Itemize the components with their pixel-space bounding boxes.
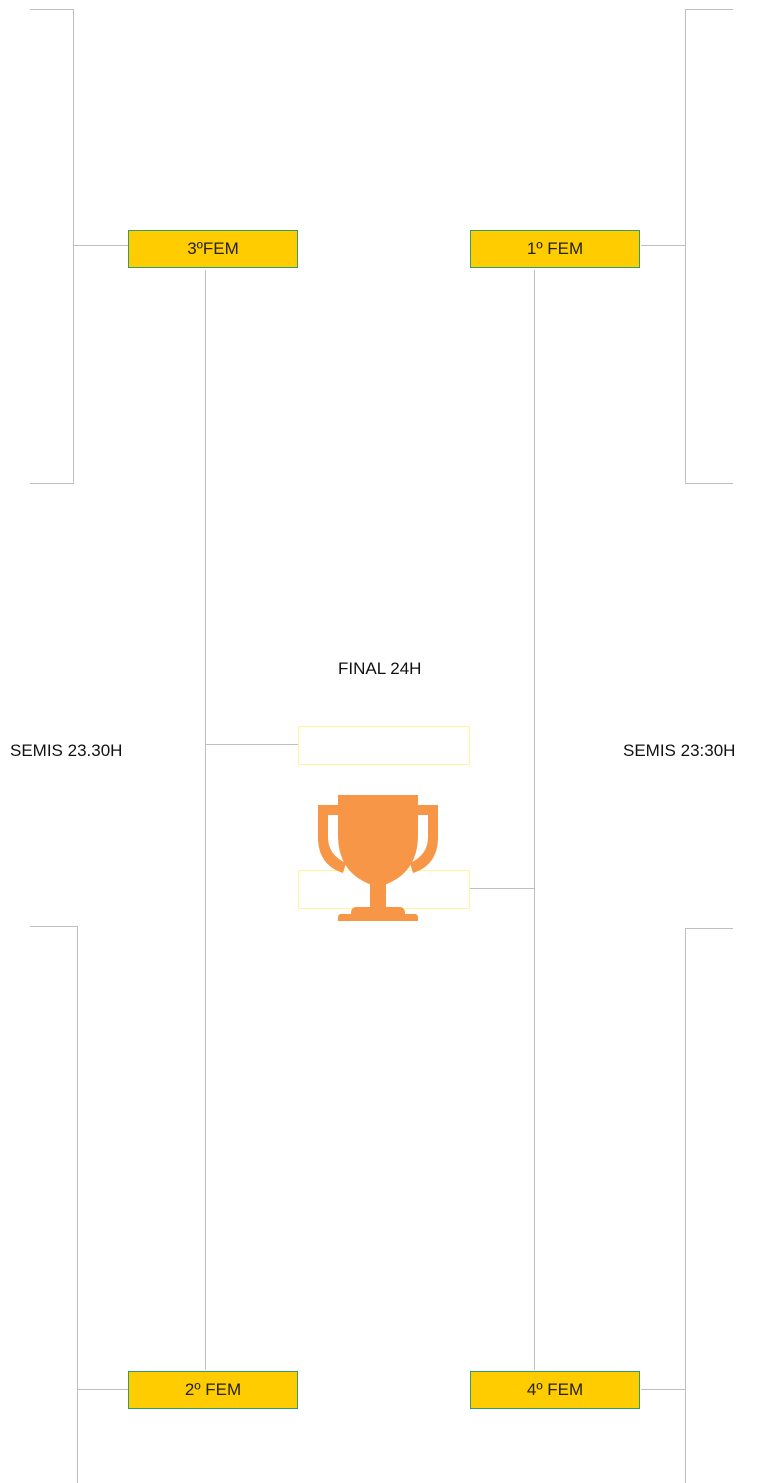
bracket-line (73, 9, 74, 484)
semis-right-label: SEMIS 23:30H (623, 741, 736, 760)
bracket-line (641, 1389, 686, 1390)
bracket-line (30, 483, 74, 484)
team-label: 2º FEM (184, 1380, 242, 1399)
team-box-bottom-right (470, 1371, 640, 1409)
team-label: 3ºFEM (187, 239, 239, 258)
bracket-line (30, 9, 74, 10)
bracket-line (73, 245, 128, 246)
finalist-box-top (298, 726, 470, 765)
bracket-line (685, 9, 733, 10)
bracket-line (77, 926, 78, 1483)
bracket-line (77, 1389, 128, 1390)
bracket-line (470, 888, 535, 889)
bracket-line (534, 270, 535, 1370)
final-label: FINAL 24H (338, 659, 422, 678)
semis-left-label: SEMIS 23.30H (10, 741, 123, 760)
bracket-line (685, 928, 733, 929)
bracket-line (641, 245, 686, 246)
bracket-line (205, 270, 206, 1370)
team-box-top-right (470, 230, 640, 268)
bracket-line (685, 9, 686, 484)
team-label: 4º FEM (526, 1380, 584, 1399)
bracket-line (685, 483, 733, 484)
bracket-line (685, 928, 686, 1483)
team-label: 1º FEM (526, 239, 584, 258)
trophy-icon (318, 793, 438, 923)
bracket-line (30, 926, 78, 927)
team-box-top-left (128, 230, 298, 268)
bracket-line (205, 744, 299, 745)
team-box-bottom-left (128, 1371, 298, 1409)
